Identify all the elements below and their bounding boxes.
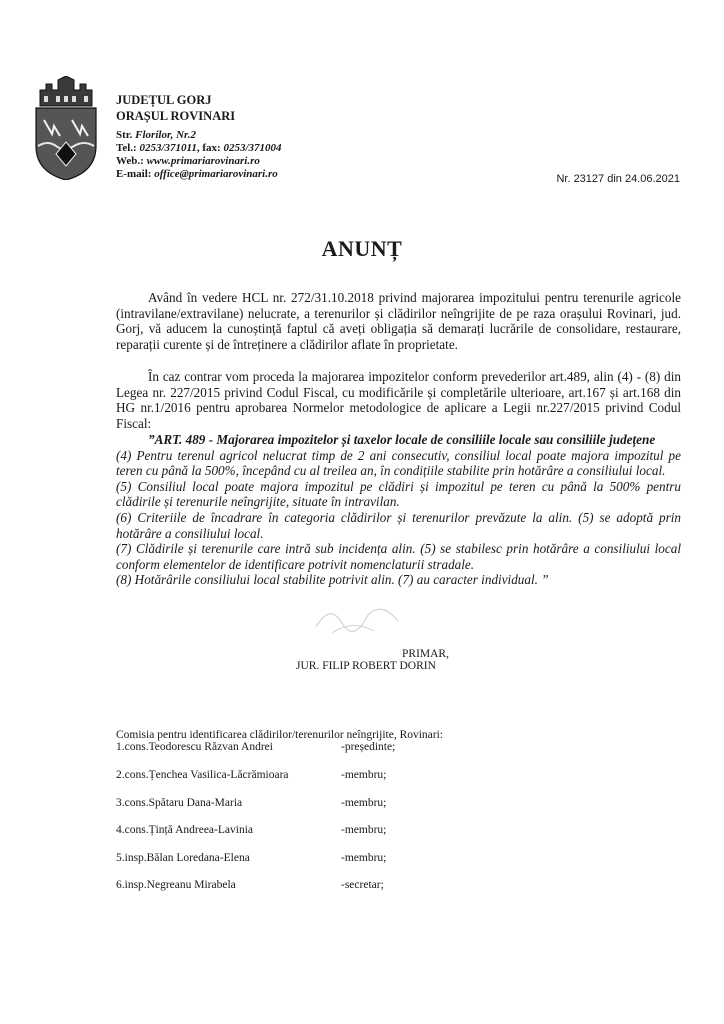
web-label: Web.: [116, 155, 147, 167]
tel-label: Tel.: [116, 142, 140, 154]
coat-of-arms-icon [34, 76, 98, 180]
email-link[interactable]: office@primariarovinari.ro [154, 168, 278, 180]
commission-member-role: -membru; [341, 824, 387, 836]
paragraph-intro: Având în vedere HCL nr. 272/31.10.2018 privind majorarea impozitului pentru terenurile agricole (intravilane/extravilane) nelucrate, a terenurilor și clădirilor neîngrijite de pe raza orașului Rovinari, jud. Gorj, vă aducem la cunoștință faptul că aveți obligația să demarați lucrările de consolidare, restaurare, reparații curente și de întreținere a clădirilor aflate în proprietate. [116, 290, 681, 352]
header-county: JUDEȚUL GORJ [116, 93, 212, 107]
header-phone [116, 142, 282, 154]
header-town: ORAȘUL ROVINARI [116, 109, 236, 123]
commission-member-name: 1.cons.Teodorescu Răzvan Andrei [116, 741, 273, 753]
page-title: ANUNȚ [321, 236, 403, 261]
article-title: ”ART. 489 - Majorarea impozitelor și taxelor locale de consiliile locale sau consiliile județene [148, 432, 656, 447]
header-web [116, 155, 260, 167]
quote-alin-5: (5) Consiliul local poate majora impozitul pe clădiri și impozitul pe teren cu până la 500% pentru clădirile și terenurile neîngrijite, situate în intravilan. [116, 478, 681, 510]
quote-alin-4: (4) Pentru terenul agricol nelucrat timp de 2 ani consecutiv, consiliul local poate majora impozitul pe teren cu până la 500%, începând cu al treilea an, în condițiile stabilite prin hotărâre a consiliului local. [116, 447, 681, 479]
tel-value: 0253/371011 [139, 142, 197, 154]
fax-label: , fax: [196, 142, 224, 154]
paragraph-consequence: În caz contrar vom proceda la majorarea impozitelor conform prevederilor art.489, alin (4) - (8) din Legea nr. 227/2015 privind Codul Fiscal, cu modificările și completările ulterioare, art.167 și art.168 din HG nr.1/2016 pentru aprobarea Normelor metodologice de aplicare a Legii nr.227/2015 privind Codul Fiscal: [116, 369, 681, 431]
header-email [116, 168, 278, 180]
address-value: Florilor, Nr.2 [135, 129, 196, 141]
law-quote [116, 432, 681, 588]
commission-member-name: 3.cons.Spătaru Dana-Maria [116, 797, 243, 809]
fax-value: 0253/371004 [223, 142, 282, 154]
commission-member-name: 5.insp.Bălan Loredana-Elena [116, 852, 250, 864]
signature-role: PRIMAR, [402, 648, 449, 660]
commission-member-name: 2.cons.Țenchea Vasilica-Lăcrămioara [116, 769, 289, 781]
commission-member-role: -membru; [341, 769, 387, 781]
email-label: E-mail: [116, 168, 155, 180]
header-address [116, 129, 196, 141]
address-label: Str. [116, 129, 136, 141]
commission-member-role: -membru; [341, 852, 387, 864]
quote-alin-7: (7) Clădirile și terenurile care intră sub incidența alin. (5) se stabilesc prin hotărâre a consiliului local conform elementelor de identificare potrivit nomenclaturii stradale. [116, 541, 681, 572]
commission-member-name: 4.cons.Țință Andreea-Lavinia [116, 824, 253, 836]
quote-alin-8: (8) Hotărârile consiliului local stabilite potrivit alin. (7) au caracter individual. ” [116, 572, 549, 588]
signature-scribble-icon [312, 593, 402, 639]
commission-member-role: -secretar; [341, 879, 384, 891]
commission-title: Comisia pentru identificarea clădirilor/terenurilor neîngrijite, Rovinari: [116, 729, 444, 741]
signature-name: JUR. FILIP ROBERT DORIN [296, 660, 436, 672]
quote-alin-6: (6) Criteriile de încadrare în categoria clădirilor și terenurilor prevăzute la alin. (5) se adoptă prin hotărâre a consiliului local. [116, 509, 681, 541]
commission-member-role: -membru; [341, 797, 387, 809]
commission-member-name: 6.insp.Negreanu Mirabela [116, 879, 236, 891]
web-link[interactable]: www.primariarovinari.ro [146, 155, 260, 167]
commission-member-role: -președinte; [341, 741, 396, 753]
registration-number: Nr. 23127 din 24.06.2021 [556, 173, 680, 185]
